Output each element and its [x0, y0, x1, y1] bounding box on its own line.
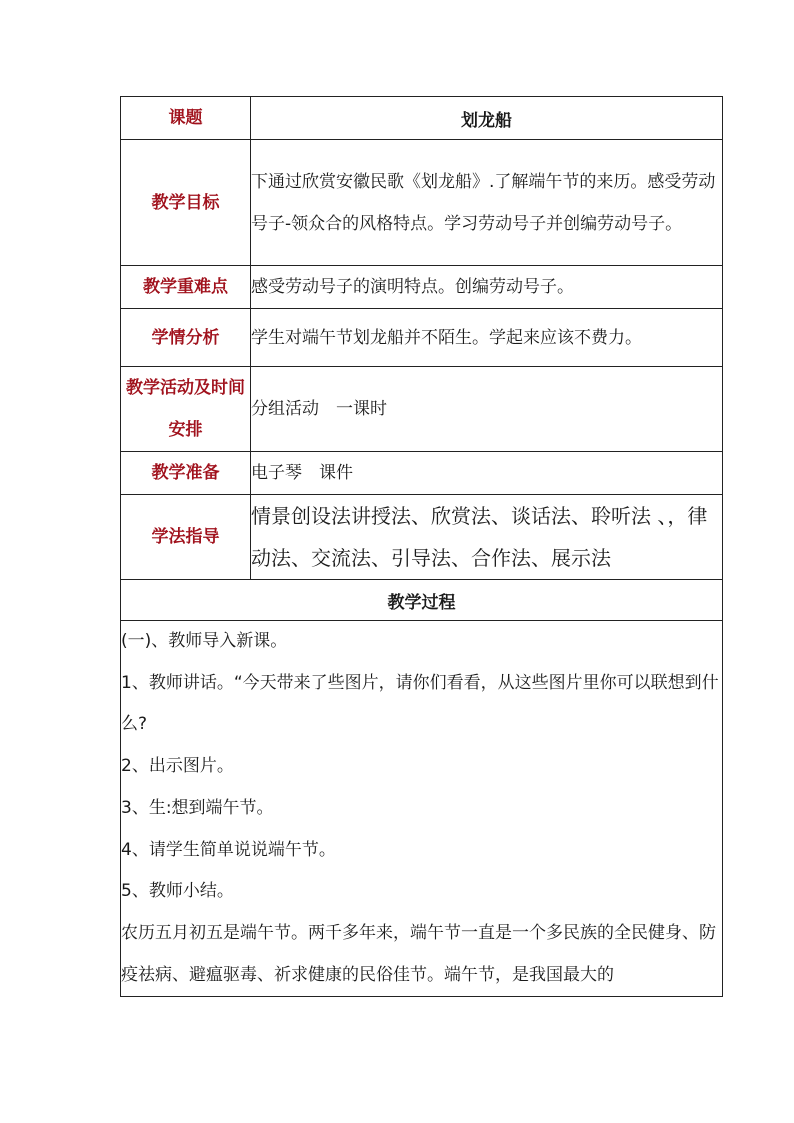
objectives-label: 教学目标 — [121, 140, 251, 266]
table-row-activities — [121, 367, 723, 452]
learning-methods-label: 学法指导 — [121, 495, 251, 580]
process-content — [121, 621, 723, 997]
table-row-student-analysis — [121, 309, 723, 367]
student-analysis-label: 学情分析 — [121, 309, 251, 367]
learning-methods-value: 情景创设法讲授法、欣赏法、谈话法、聆听法 、，律动法、交流法、引导法、合作法、展示法 — [251, 495, 723, 580]
process-line: 5、教师小结。 — [121, 881, 234, 902]
preparation-value: 电子琴 课件 — [251, 452, 723, 495]
preparation-label: 教学准备 — [121, 452, 251, 495]
topic-value: 划龙船 — [251, 97, 723, 140]
table-row-key-points — [121, 266, 723, 309]
process-line: 2、出示图片。 — [121, 756, 234, 777]
process-line: (一)、教师导入新课。 — [121, 631, 288, 651]
table-row-topic — [121, 97, 723, 140]
process-line: 农历五月初五是端午节。两千多年来，端午节一直是一个多民族的全民健身、防疫祛病、避瘟驱毒、祈求健康的民俗佳节。端午节，是我国最大的 — [121, 922, 716, 985]
key-points-value: 感受劳动号子的演明特点。创编劳动号子。 — [251, 266, 723, 309]
activities-value: 分组活动 一课时 — [251, 367, 723, 452]
process-line: 3、生:想到端午节。 — [121, 797, 274, 818]
table-row-learning-methods — [121, 495, 723, 580]
objectives-value: 下通过欣赏安徽民歌《划龙船》.了解端午节的来历。感受劳动号子-领众合的风格特点。学习劳动号子并创编劳动号子。 — [251, 140, 723, 266]
activities-label: 教学活动及时间安排 — [121, 367, 251, 452]
process-line: 4、请学生简单说说端午节。 — [121, 839, 336, 860]
table-row-process-content — [121, 621, 723, 997]
topic-label: 课题 — [121, 97, 251, 140]
process-title: 教学过程 — [121, 580, 723, 621]
lesson-plan-table — [120, 96, 723, 997]
process-line: 1、教师讲话。“今天带来了些图片，请你们看看，从这些图片里你可以联想到什么? — [121, 672, 719, 735]
table-row-process-title — [121, 580, 723, 621]
student-analysis-value: 学生对端午节划龙船并不陌生。学起来应该不费力。 — [251, 309, 723, 367]
key-points-label: 教学重难点 — [121, 266, 251, 309]
table-row-preparation — [121, 452, 723, 495]
table-row-objectives — [121, 140, 723, 266]
